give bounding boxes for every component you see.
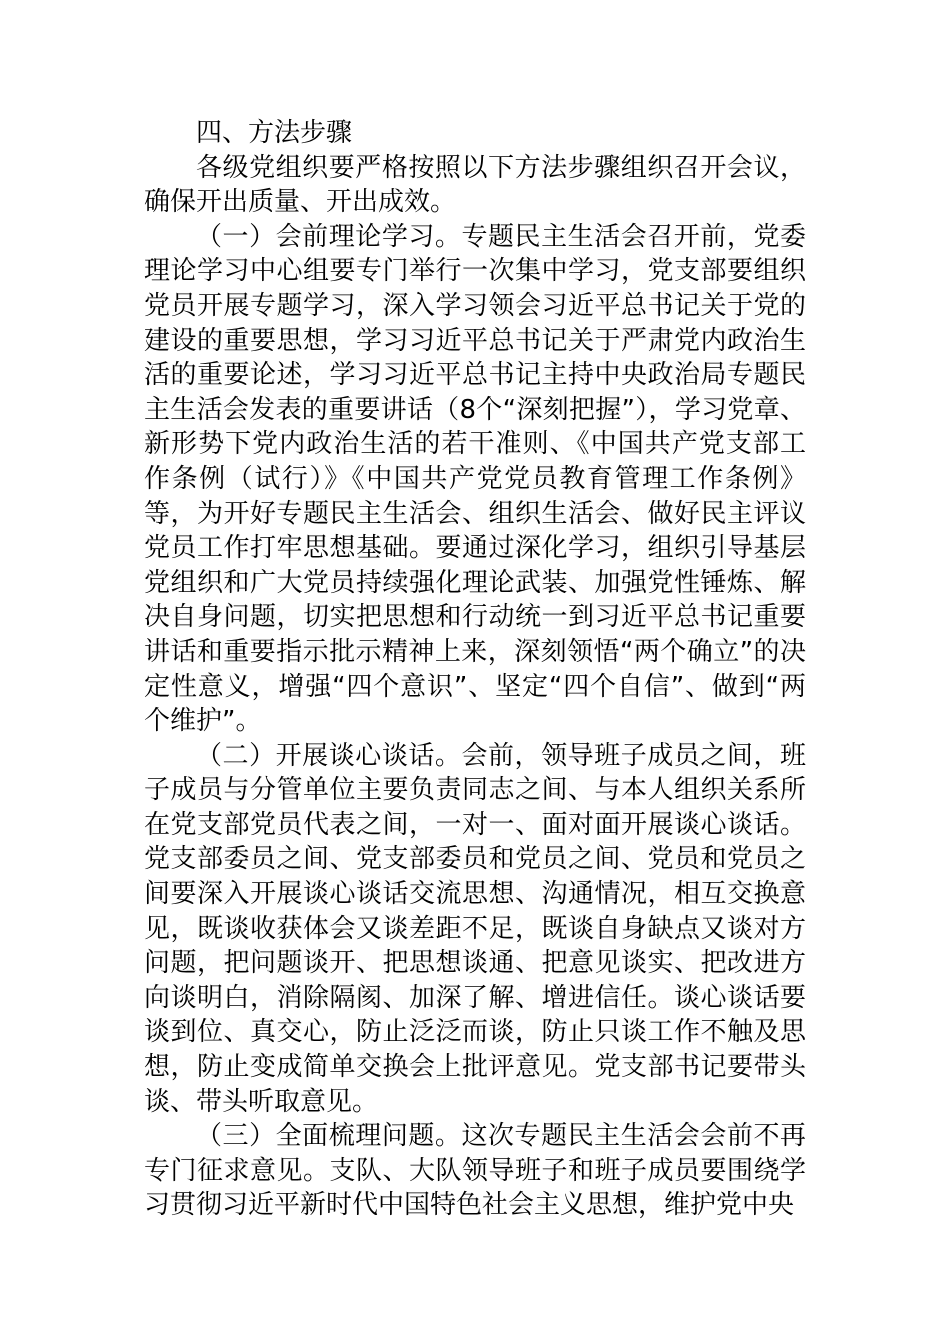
document-body xyxy=(144,116,806,1223)
paragraph-heart-to-heart-talk: （二）开展谈心谈话。会前，领导班子成员之间，班子成员与分管单位主要负责同志之间、与本人组织关系所在党支部党员代表之间，一对一、面对面开展谈心谈话。党支部委员之间、党支部委员和党员之间、党员和党员之间要深入开展谈心谈话交流思想、沟通情况，相互交换意见，既谈收获体会又谈差距不足，既谈自身缺点又谈对方问题，把问题谈开、把思想谈通、把意见谈实、把改进方向谈明白，消除隔阂、加深了解、增进信任。谈心谈话要谈到位、真交心，防止泛泛而谈，防止只谈工作不触及思想，防止变成简单交换会上批评意见。党支部书记要带头谈、带头听取意见。 xyxy=(144,740,806,1117)
paragraph-intro: 各级党组织要严格按照以下方法步骤组织召开会议，确保开出质量、开出成效。 xyxy=(144,152,806,218)
section-heading: 四、方法步骤 xyxy=(196,118,353,148)
paragraph-sort-out-problems: （三）全面梳理问题。这次专题民主生活会会前不再专门征求意见。支队、大队领导班子和班子成员要围绕学习贯彻习近平新时代中国特色社会主义思想，维护党中央 xyxy=(144,1121,806,1221)
paragraph-theory-study: （一）会前理论学习。专题民主生活会召开前，党委理论学习中心组要专门举行一次集中学习，党支部要组织党员开展专题学习，深入学习领会习近平总书记关于党的建设的重要思想，学习习近平总书记关于严肃党内政治生活的重要论述，学习习近平总书记主持中央政治局专题民主生活会发表的重要讲话（8个“深刻把握”），学习党章、新形势下党内政治生活的若干准则、《中国共产党支部工作条例（试行）》《中国共产党党员教育管理工作条例》等，为开好专题民主生活会、组织生活会、做好民主评议党员工作打牢思想基础。要通过深化学习，组织引导基层党组织和广大党员持续强化理论武装、加强党性锤炼、解决自身问题，切实把思想和行动统一到习近平总书记重要讲话和重要指示批示精神上来，深刻领悟“两个确立”的决定性意义，增强“四个意识”、坚定“四个自信”、做到“两个维护”。 xyxy=(144,221,806,737)
